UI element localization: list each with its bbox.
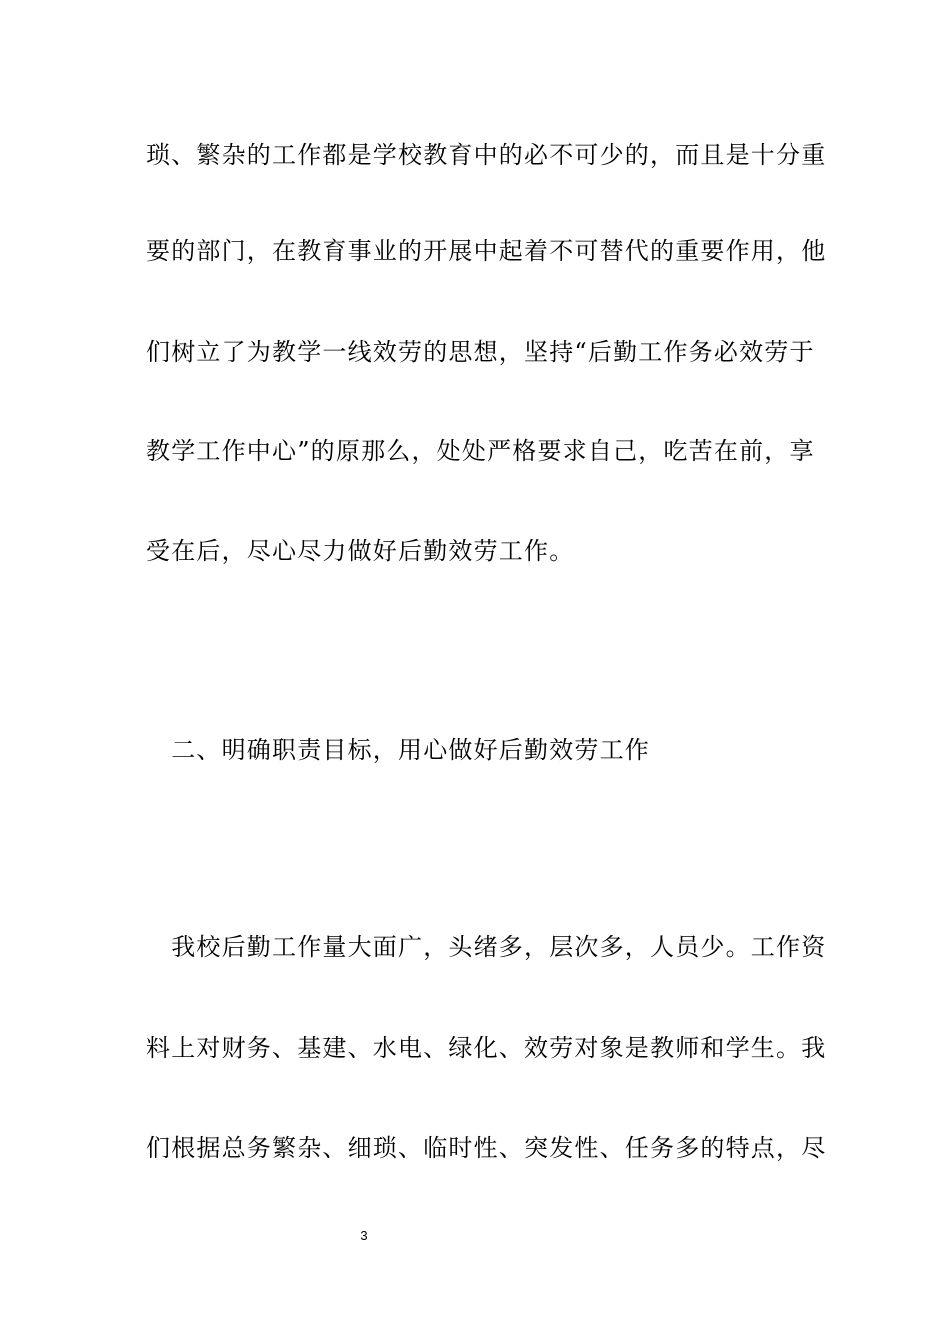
- section-heading: 二、明确职责目标，用心做好后勤效劳工作: [146, 736, 650, 764]
- paragraph-2-line-1: 我校后勤工作量大面广，头绪多，层次多，人员少。工作资: [146, 933, 827, 961]
- paragraph-2-line-2: 料上对财务、基建、水电、绿化、效劳对象是教师和学生。我: [146, 1034, 827, 1062]
- paragraph-2-line-3: 们根据总务繁杂、细琐、临时性、突发性、任务多的特点，尽: [146, 1134, 827, 1162]
- paragraph-1-line-5: 受在后，尽心尽力做好后勤效劳工作。: [146, 537, 575, 565]
- paragraph-1-line-3: 们树立了为教学一线效劳的思想，坚持“后勤工作务必效劳于: [146, 338, 815, 366]
- paragraph-1-line-4: 教学工作中心”的原那么，处处严格要求自己，吃苦在前，享: [146, 437, 815, 465]
- page-number: 3: [360, 1228, 368, 1243]
- paragraph-1-line-2: 要的部门，在教育事业的开展中起着不可替代的重要作用，他: [146, 237, 827, 265]
- paragraph-1-line-1: 琐、繁杂的工作都是学校教育中的必不可少的，而且是十分重: [146, 141, 827, 169]
